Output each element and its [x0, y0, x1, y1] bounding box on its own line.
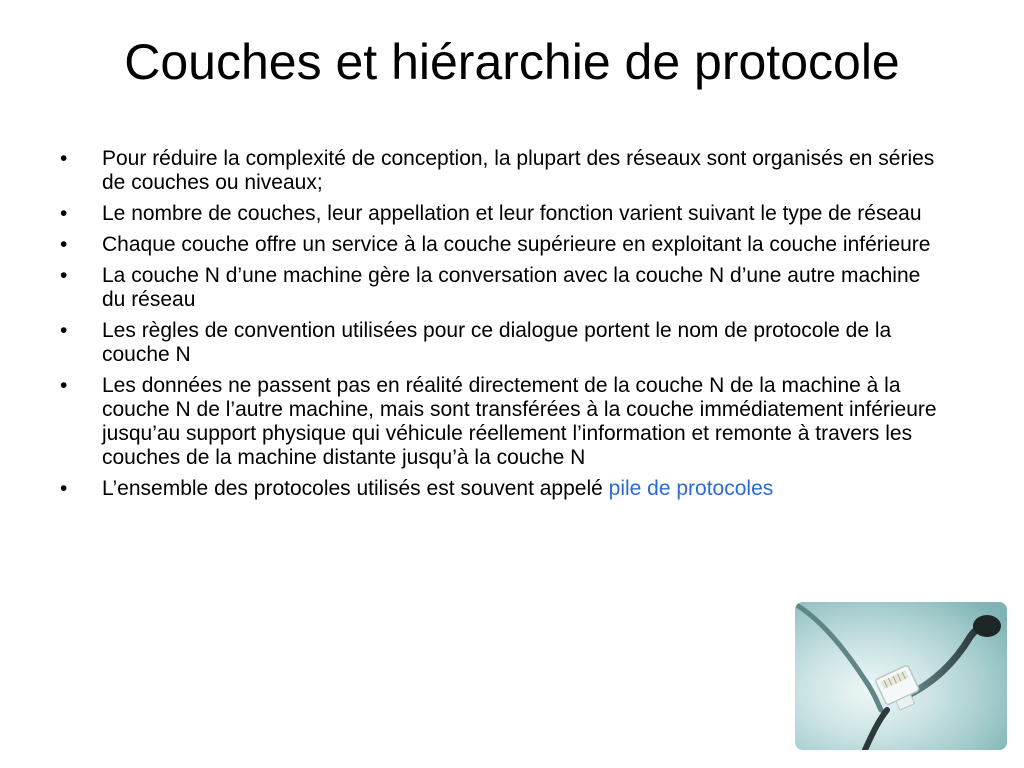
network-cable-icon — [795, 602, 1007, 750]
bullet-dot: • — [60, 202, 68, 225]
bullet-text: La couche N d’une machine gère la conversation avec la couche N d’une autre machine du réseau — [102, 264, 921, 311]
bullet-text: Le nombre de couches, leur appellation et leur fonction varient suivant le type de réseau — [102, 202, 922, 225]
bullet-text: Les règles de convention utilisées pour ce dialogue portent le nom de protocole de la couche N — [102, 319, 892, 366]
bullet-item — [60, 233, 940, 257]
bullet-dot: • — [60, 147, 68, 170]
bullet-dot: • — [60, 264, 68, 287]
slide-title: Couches et hiérarchie de protocole — [124, 34, 900, 90]
bullet-item — [60, 319, 940, 367]
network-cable-photo — [795, 602, 1007, 750]
bullet-item — [60, 147, 940, 195]
bullet-text: Pour réduire la complexité de conception, la plupart des réseaux sont organisés en séries de couches ou niveaux; — [102, 147, 935, 194]
bullet-list — [60, 147, 940, 508]
bullet-text: Chaque couche offre un service à la couche supérieure en exploitant la couche inférieure — [102, 233, 931, 256]
bullet-dot: • — [60, 477, 68, 500]
bullet-text: Les données ne passent pas en réalité directement de la couche N de la machine à la couche N de l’autre machine, mais sont transférées à la couche immédiatement inférieure jusqu’au support physique qui véhicule réellement l’information et remonte à travers les couches de la machine distante jusqu’à la couche N — [102, 374, 937, 469]
bullet-item — [60, 374, 940, 470]
bullet-dot: • — [60, 374, 68, 397]
bullet-item — [60, 202, 940, 226]
protocol-stack-link[interactable]: pile de protocoles — [608, 477, 774, 500]
bullet-dot: • — [60, 233, 68, 256]
bullet-dot: • — [60, 319, 68, 342]
bullet-item — [60, 264, 940, 312]
bullet-text: L’ensemble des protocoles utilisés est souvent appelé — [102, 477, 609, 500]
bullet-item-last — [60, 477, 940, 501]
